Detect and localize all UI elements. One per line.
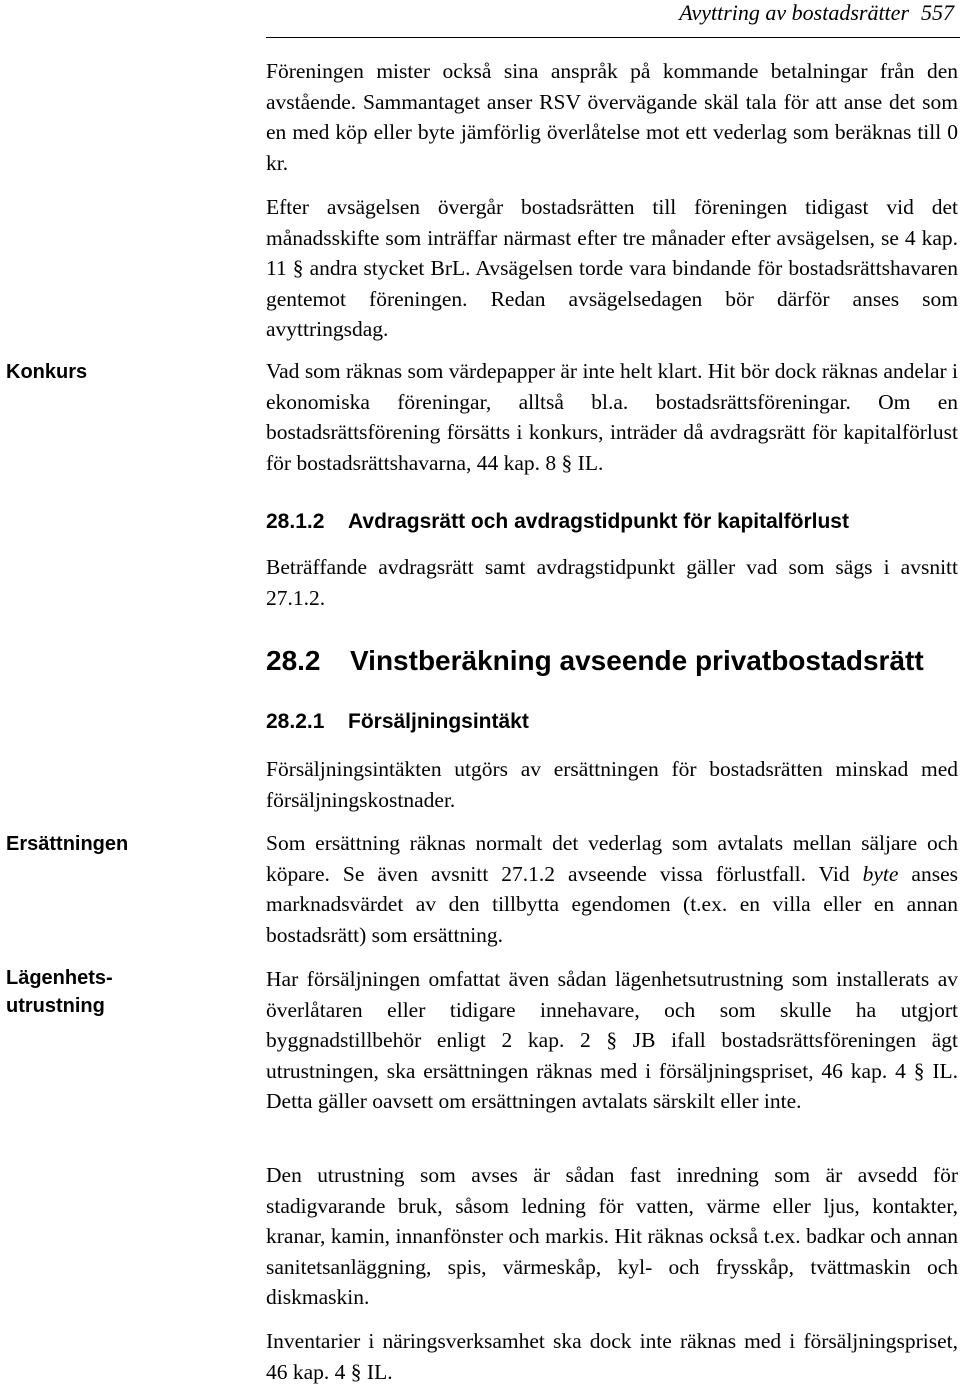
paragraph-5: Försäljningsintäkten utgörs av ersättningen för bostadsrätten minskad med försäljningskostnader. <box>266 757 958 812</box>
running-title: Avyttring av bostadsrätter <box>679 0 909 25</box>
paragraph-3: Vad som räknas som värdepapper är inte helt klart. Hit bör dock räknas andelar i ekonomiska föreningar, alltså bl.a. bostadsrättsföreningar. Om en bostadsrättsförening försätts i konkurs, inträder då avdragsrätt för kapitalförlust för bostadsrättshavarna, 44 kap. 8 § IL. <box>266 359 958 475</box>
page-number: 557 <box>921 0 954 25</box>
paragraph-9: Inventarier i näringsverksamhet ska dock inte räknas med i försäljningspriset, 46 kap. 4 § IL. <box>266 1329 958 1384</box>
running-header <box>254 0 960 30</box>
header-rule <box>266 37 960 38</box>
heading-28-2: 28.2 Vinstberäkning avseende privatbostadsrätt <box>266 645 924 676</box>
emphasis-byte: byte <box>862 861 899 886</box>
paragraph-1: Föreningen mister också sina anspråk på kommande betalningar från den avstående. Sammantaget anser RSV övervägande skäl tala för att anse det som en med köp eller byte jämförlig överlåtelse mot ett vederlag som beräknas till 0 kr. <box>266 59 958 175</box>
margin-note-lagenhetsutrustning: Lägenhets- utrustning <box>6 967 113 1017</box>
heading-28-2-1: 28.2.1 Försäljningsintäkt <box>266 710 529 733</box>
paragraph-4: Beträffande avdragsrätt samt avdragstidpunkt gäller vad som sägs i avsnitt 27.1.2. <box>266 555 958 610</box>
paragraph-7: Har försäljningen omfattat även sådan lägenhetsutrustning som installerats av överlåtaren eller tidigare innehavare, och som skulle ha utgjort byggnadstillbehör enligt 2 kap. 2 § JB ifall bostadsrättsföreningen ägt utrustningen, ska ersättningen räknas med i försäljningspriset, 46 kap. 4 § IL. Detta gäller oavsett om ersättningen avtalats särskilt eller inte. <box>266 967 958 1113</box>
heading-28-1-2: 28.1.2 Avdragsrätt och avdragstidpunkt för kapitalförlust <box>266 510 849 533</box>
paragraph-8: Den utrustning som avses är sådan fast inredning som är avsedd för stadigvarande bruk, såsom ledning för vatten, värme eller ljus, kontakter, kranar, kamin, innanfönster och markis. Hit räknas också t.ex. badkar och annan sanitetsanläggning, spis, värmeskåp, kyl- och frysskåp, tvättmaskin och diskmaskin. <box>266 1163 958 1309</box>
paragraph-2: Efter avsägelsen övergår bostadsrätten till föreningen tidigast vid det månadsskifte som inträffar närmast efter tre månader efter avsägelsen, se 4 kap. 11 § andra stycket BrL. Avsägelsen torde vara bindande för bostadsrättshavaren gentemot föreningen. Redan avsägelsedagen bör därför anses som avyttringsdag. <box>266 195 958 341</box>
paragraph-6: Som ersättning räknas normalt det vederlag som avtalats mellan säljare och köpare. Se även avsnitt 27.1.2 avseende vissa förlustfall. Vid byte anses marknadsvärdet av den tillbytta egendomen (t.ex. en villa eller en annan bostadsrätt) som ersättning. <box>266 831 958 947</box>
margin-note-konkurs: Konkurs <box>6 361 88 383</box>
margin-note-ersattningen: Ersättningen <box>6 833 129 855</box>
